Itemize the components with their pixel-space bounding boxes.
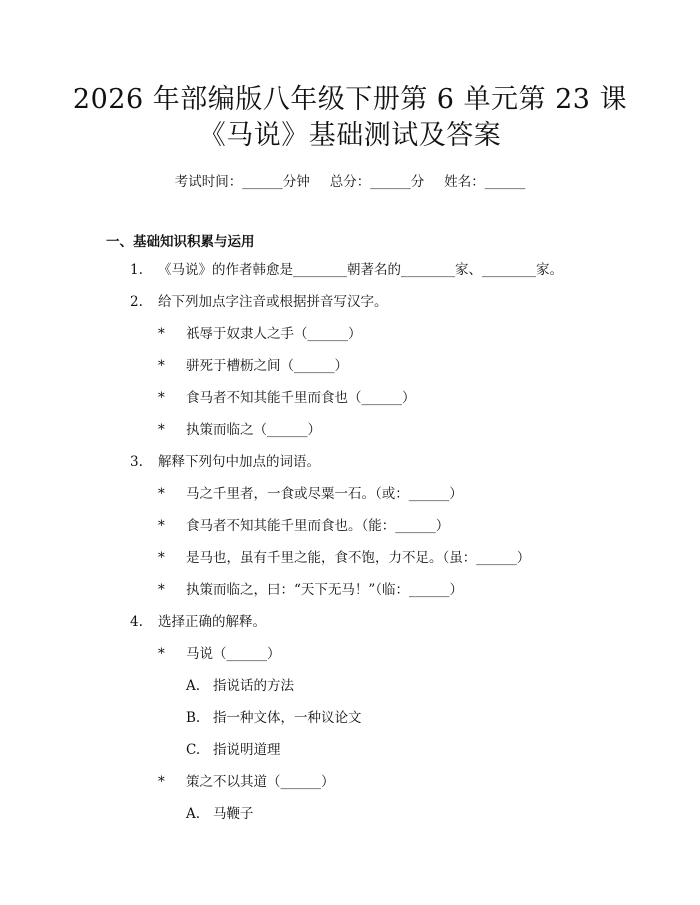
option-text: 指说话的方法 — [213, 678, 294, 694]
question-text: 《马说》的作者韩愈是________朝著名的________家、________家。 — [158, 262, 563, 278]
student-name: 姓名：______ — [444, 174, 526, 190]
sub-item-text: 执策而临之（______） — [186, 422, 321, 438]
option-letter: A. — [186, 678, 201, 694]
bullet: * — [158, 518, 165, 534]
sub-item-text: 骈死于槽枥之间（______） — [186, 358, 348, 374]
question-text: 选择正确的解释。 — [158, 614, 266, 630]
bullet: * — [158, 390, 165, 406]
question-number: 4. — [130, 614, 143, 630]
sub-item-text: 策之不以其道（______） — [186, 774, 335, 790]
bullet: * — [158, 774, 165, 790]
bullet: * — [158, 486, 165, 502]
section-heading: 一、基础知识积累与运用 — [106, 234, 255, 250]
question-number: 3. — [130, 454, 143, 470]
exam-time: 考试时间：______分钟 — [174, 174, 310, 190]
option-text: 指说明道理 — [213, 742, 281, 758]
question-number: 2. — [130, 294, 143, 310]
exam-meta — [0, 170, 700, 190]
title-line-2: 《马说》基础测试及答案 — [198, 120, 502, 151]
title-line-1: 2026 年部编版八年级下册第 6 单元第 23 课 — [72, 84, 628, 115]
sub-item-text: 食马者不知其能千里而食也（______） — [186, 390, 416, 406]
sub-item-text: 祇辱于奴隶人之手（______） — [186, 326, 362, 342]
option-letter: B. — [186, 710, 201, 726]
bullet: * — [158, 582, 165, 598]
total-score: 总分：______分 — [329, 174, 425, 190]
question-text: 给下列加点字注音或根据拼音写汉字。 — [158, 294, 388, 310]
option-letter: C. — [186, 742, 201, 758]
sub-item-text: 马说（______） — [186, 646, 281, 662]
option-letter: A. — [186, 806, 201, 822]
question-number: 1. — [130, 262, 143, 278]
option-text: 指一种文体，一种议论文 — [213, 710, 362, 726]
sub-item-text: 执策而临之，曰：“天下无马！”（临：______） — [186, 582, 464, 598]
option-text: 马鞭子 — [213, 806, 254, 822]
bullet: * — [158, 422, 165, 438]
sub-item-text: 马之千里者，一食或尽粟一石。（或：______） — [186, 486, 463, 502]
sub-item-text: 食马者不知其能千里而食也。（能：______） — [186, 518, 450, 534]
bullet: * — [158, 550, 165, 566]
question-text: 解释下列句中加点的词语。 — [158, 454, 320, 470]
sub-item-text: 是马也，虽有千里之能，食不饱，力不足。（虽：______） — [186, 550, 531, 566]
bullet: * — [158, 646, 165, 662]
bullet: * — [158, 326, 165, 342]
bullet: * — [158, 358, 165, 374]
